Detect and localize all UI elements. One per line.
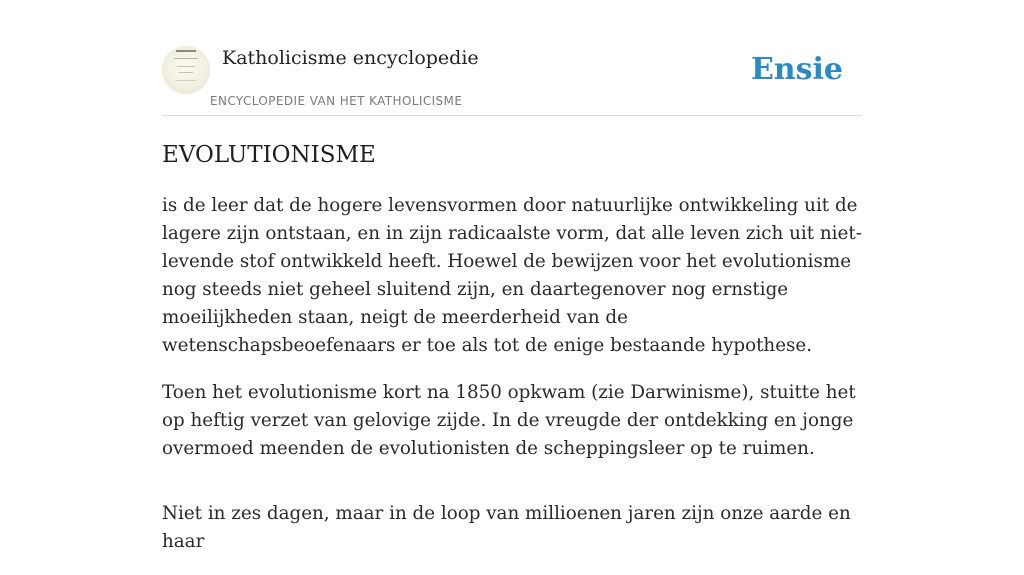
article-title: EVOLUTIONISME <box>162 142 376 168</box>
article-paragraph: Niet in zes dagen, maar in de loop van millioenen jaren zijn onze aarde en haar <box>162 503 851 552</box>
article-paragraph: Toen het evolutionisme kort na 1850 opkwam (zie Darwinisme), stuitte het op heftig verzet van gelovige zijde. In de vreugde der ontdekking en jonge overmoed meenden de evolutionisten de scheppingsleer op te ruimen. <box>162 382 856 459</box>
article-paragraph: is de leer dat de hogere levensvormen door natuurlijke ontwikkeling uit de lagere zijn ontstaan, en in zijn radicaalste vorm, dat alle leven zich uit niet-levende stof ontwikkeld heeft. Hoewel de bewijzen voor het evolutionisme nog steeds niet geheel sluitend zijn, en daartegenover nog ernstige moeilijkheden staan, neigt de meerderheid van de wetenschapsbeoefenaars er toe als tot de enige bestaande hypothese. <box>162 195 862 356</box>
site-header <box>162 0 862 116</box>
ensie-brand-link[interactable]: Ensie <box>750 52 843 87</box>
page <box>162 0 862 552</box>
encyclopedia-cover-logo-icon[interactable] <box>162 46 210 94</box>
article-body <box>162 192 862 575</box>
site-title[interactable]: Katholicisme encyclopedie <box>222 47 479 69</box>
site-subtitle: ENCYCLOPEDIE VAN HET KATHOLICISME <box>210 94 463 108</box>
